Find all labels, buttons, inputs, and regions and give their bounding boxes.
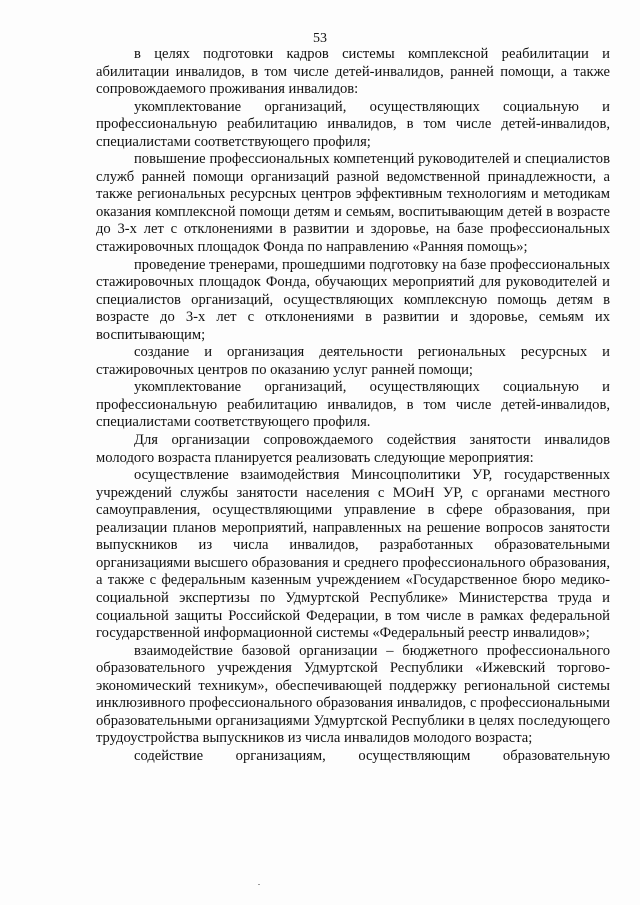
paragraph: проведение тренерами, прошедшими подготовку на базе профессиональных стажировочных площадок Фонда, обучающих мероприятий для руководителей и специалистов организаций, осуществляющих комплексную помощь детям в возрасте до 3-х лет с отклонениями в развитии и здоровье, семьям их воспитывающим;	[96, 256, 610, 343]
paragraph: укомплектование организаций, осуществляющих социальную и профессиональную реабилитацию инвалидов, в том числе детей-инвалидов, специалистами соответствующего профиля;	[96, 98, 610, 150]
paragraph: повышение профессиональных компетенций руководителей и специалистов служб ранней помощи организаций разной ведомственной принадлежности, а также региональных ресурсных центров эффективным технологиям и методикам оказания комплексной помощи детям и семьям, воспитывающим детей в возрасте до 3-х лет с отклонениями в развитии и здоровье, на базе профессиональных стажировочных площадок Фонда по направлению «Ранняя помощь»;	[96, 151, 610, 256]
paragraph: взаимодействие базовой организации – бюджетного профессионального образовательного учреждения Удмуртской Республики «Ижевский торгово-экономический техникум», обеспечивающей поддержку региональной системы инклюзивного профессионального образования инвалидов, с профессиональными образовательными организациями Удмуртской Республики в целях последующего трудоустройства выпускников из числа инвалидов молодого возраста;	[96, 642, 610, 747]
paragraph: укомплектование организаций, осуществляющих социальную и профессиональную реабилитацию инвалидов, в том числе детей-инвалидов, специалистами соответствующего профиля.	[96, 379, 610, 431]
paragraph: Для организации сопровождаемого содействия занятости инвалидов молодого возраста планируется реализовать следующие мероприятия:	[96, 432, 610, 466]
paragraph: содействие организациям, осуществляющим образовательную	[134, 747, 610, 764]
paragraph: в целях подготовки кадров системы комплексной реабилитации и абилитации инвалидов, в том числе детей-инвалидов, ранней помощи, а также сопровождаемого проживания инвалидов:	[96, 46, 610, 98]
page-number: 53	[313, 31, 327, 46]
scan-artifact	[258, 884, 260, 885]
paragraph: создание и организация деятельности региональных ресурсных и стажировочных центров по оказанию услуг ранней помощи;	[96, 344, 610, 378]
document-body	[96, 46, 610, 765]
paragraph: осуществление взаимодействия Минсоцполитики УР, государственных учреждений службы занятости населения с МОиН УР, с органами местного самоуправления, осуществляющими управление в сфере образования, при реализации планов мероприятий, направленных на решение вопросов занятости выпускников из числа инвалидов, разработанных образовательными организациями высшего образования и среднего профессионального образования, а также с федеральным казенным учреждением «Государственное бюро медико-социальной экспертизы по Удмуртской Республике» Министерства труда и социальной защиты Российской Федерации, в том числе в рамках федеральной государственной информационной системы «Федеральный реестр инвалидов»;	[96, 467, 610, 642]
